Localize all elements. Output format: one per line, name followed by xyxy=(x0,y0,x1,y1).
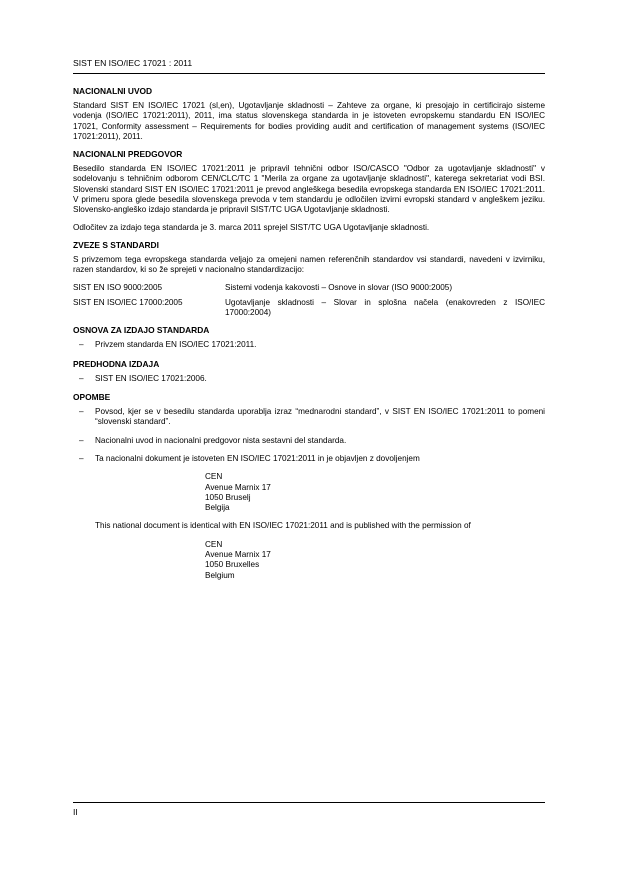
list-item: – Nacionalni uvod in nacionalni predgovor nista sestavni del standarda. xyxy=(79,435,347,445)
page-header: SIST EN ISO/IEC 17021 : 2011 xyxy=(73,58,193,68)
address-line: 1050 Bruxelles xyxy=(205,560,260,570)
reference-row xyxy=(73,298,545,319)
paragraph: Standard SIST EN ISO/IEC 17021 (sl,en), Ugotavljanje skladnosti – Zahteve za organe, ki presojajo in certificirajo sisteme vodenja (ISO/IEC 17021:2011), 2011, ima status slovenskega standarda in je istoveten evropskemu standardu EN ISO/IEC 17021, Conformity assessment – Requirements for bodies providing audit and certification of management systems (ISO/IEC 17021:2011), 2011. xyxy=(73,101,545,141)
dash-marker: – xyxy=(79,453,84,463)
list-item: – SIST EN ISO/IEC 17021:2006. xyxy=(79,373,207,383)
address-line: Belgija xyxy=(205,503,230,513)
section-opombe xyxy=(73,392,545,581)
reference-row xyxy=(73,283,545,293)
list-item: – Ta nacionalni dokument je istoveten EN ISO/IEC 17021:2011 in je objavljen z dovoljenjem xyxy=(79,453,420,463)
list-item: – Privzem standarda EN ISO/IEC 17021:2011. xyxy=(79,340,257,350)
page-number: II xyxy=(73,807,78,817)
page-content xyxy=(73,86,545,589)
dash-marker: – xyxy=(79,373,84,383)
dash-list xyxy=(73,340,545,350)
address-line: Avenue Marnix 17 xyxy=(205,482,271,492)
section-predhodna xyxy=(73,359,545,384)
english-note: This national document is identical with EN ISO/IEC 17021:2011 and is published with the permission of xyxy=(95,521,471,531)
section-heading: OSNOVA ZA IZDAJO STANDARDA xyxy=(73,325,210,336)
dash-marker: – xyxy=(79,407,84,417)
reference-title: Ugotavljanje skladnosti – Slovar in splošna načela (enakovreden z ISO/IEC 17000:2004) xyxy=(225,297,545,318)
paragraph: Besedilo standarda EN ISO/IEC 17021:2011 je pripravil tehnični odbor ISO/CASCO "Odbor za ugotavljanje skladnosti" v sodelovanju s tehničnim odborom CEN/CLC/TC 1 "Merila za organe za ugotavljanje skladnosti", katerega sekretariat vodi BSI. Slovenski standard SIST EN ISO/IEC 17021:2011 je prevod angleškega besedila evropskega standarda EN ISO/IEC 17021:2011. V primeru spora glede besedila slovenskega prevoda v tem standardu je odločilen izvirni evropski standard v angleškem jeziku. Slovensko-angleško izdajo standarda je pripravil SIST/TC UGA Ugotavljanje skladnosti. xyxy=(73,164,545,215)
reference-code: SIST EN ISO/IEC 17000:2005 xyxy=(73,297,183,307)
section-heading: OPOMBE xyxy=(73,392,111,403)
reference-code: SIST EN ISO 9000:2005 xyxy=(73,282,163,292)
address-block-sl xyxy=(205,472,545,513)
address-block-en xyxy=(205,540,545,581)
section-heading: ZVEZE S STANDARDI xyxy=(73,239,159,250)
paragraph: S privzemom tega evropskega standarda veljajo za omejeni namen referenčnih standardov vsi standardi, navedeni v izvirniku, razen standardov, ki so že sprejeti v nacionalno standardizacijo: xyxy=(73,254,545,275)
address-line: CEN xyxy=(205,539,223,549)
section-osnova xyxy=(73,325,545,350)
address-line: 1050 Bruselj xyxy=(205,492,251,502)
section-heading: NACIONALNI PREDGOVOR xyxy=(73,149,183,160)
section-heading: PREDHODNA IZDAJA xyxy=(73,358,160,369)
section-heading: NACIONALNI UVOD xyxy=(73,86,153,96)
section-zveze xyxy=(73,240,545,318)
dash-list xyxy=(73,374,545,384)
section-nacionalni-uvod xyxy=(73,86,545,142)
header-rule xyxy=(73,73,545,74)
reference-title: Sistemi vodenja kakovosti – Osnove in slovar (ISO 9000:2005) xyxy=(225,282,453,292)
section-nacionalni-predgovor xyxy=(73,149,545,233)
list-item: – Povsod, kjer se v besedilu standarda uporablja izraz “mednarodni standard”, v SIST EN ISO/IEC 17021:2011 to pomeni “slovenski standard”. xyxy=(79,407,545,427)
paragraph: Odločitev za izdajo tega standarda je 3. marca 2011 sprejel SIST/TC UGA Ugotavljanje skladnosti. xyxy=(73,222,430,232)
dash-marker: – xyxy=(79,340,84,350)
address-line: Belgium xyxy=(205,570,235,580)
address-line: CEN xyxy=(205,472,223,482)
dash-marker: – xyxy=(79,435,84,445)
dash-list xyxy=(73,407,545,464)
footer-rule xyxy=(73,802,545,803)
address-line: Avenue Marnix 17 xyxy=(205,550,271,560)
